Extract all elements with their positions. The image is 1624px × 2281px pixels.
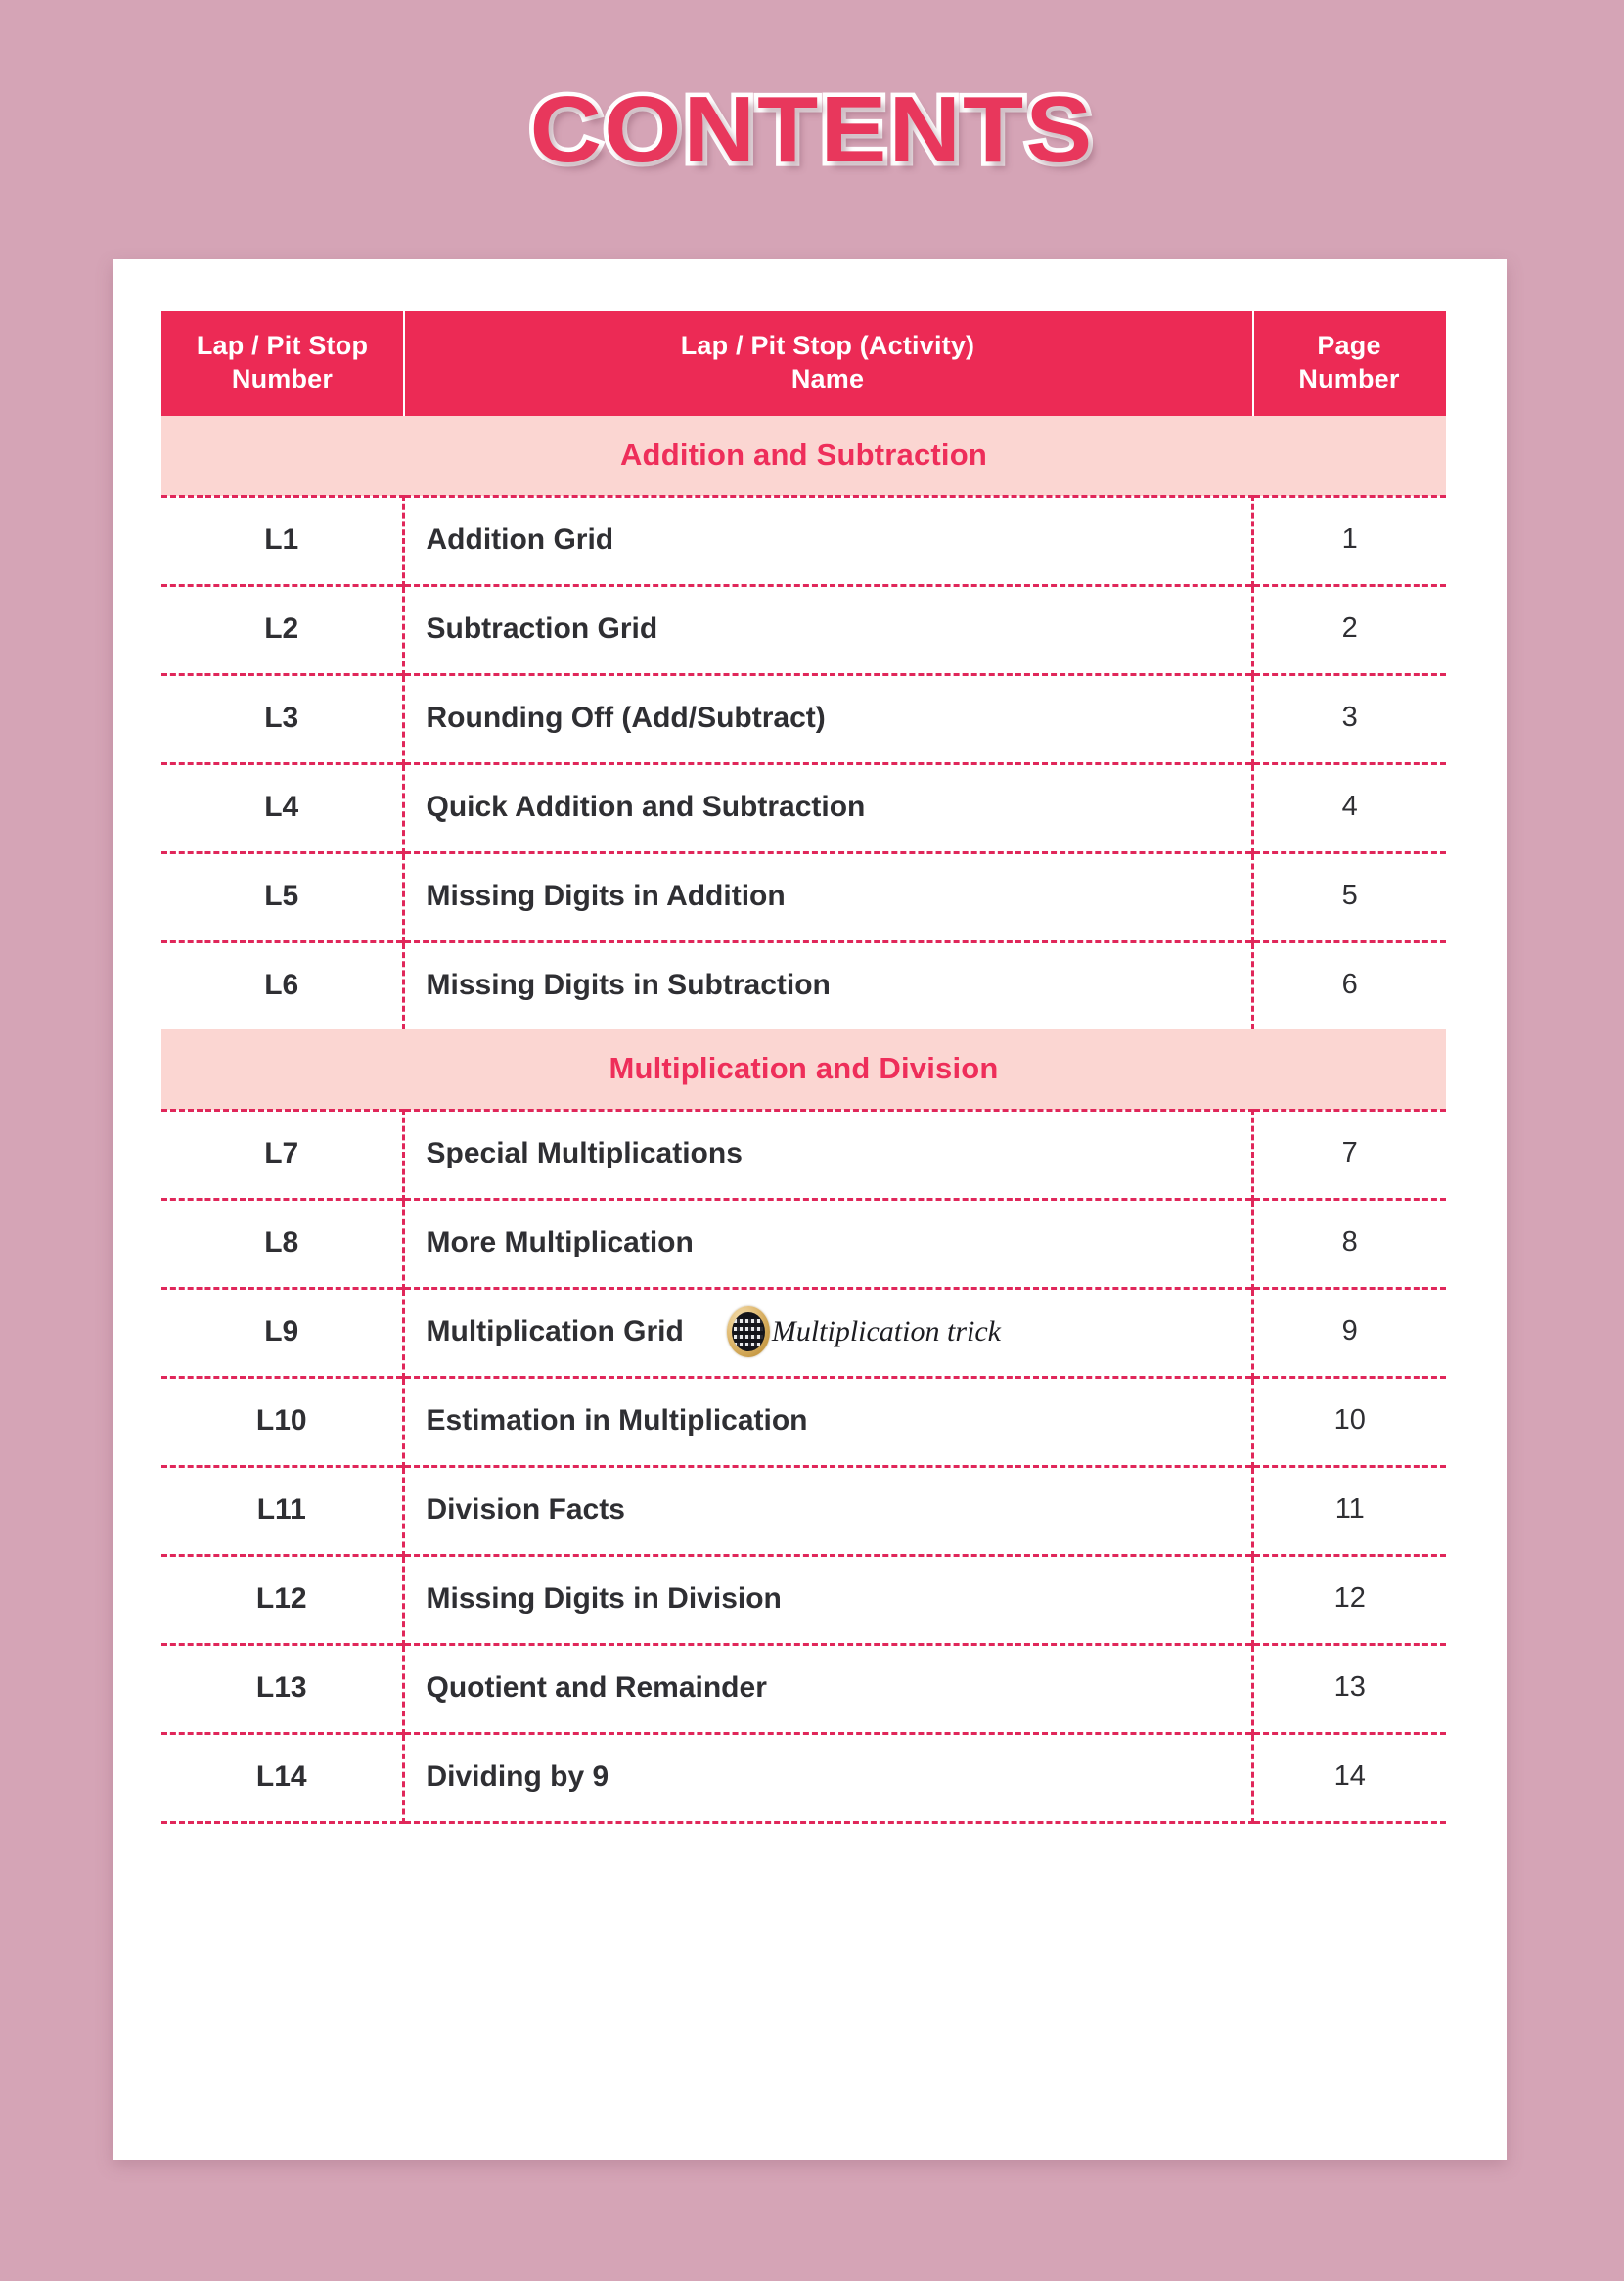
lap-number: L12 <box>161 1555 403 1644</box>
table-row[interactable] <box>161 763 1446 852</box>
lap-number: L7 <box>161 1110 403 1199</box>
activity-name: Missing Digits in Addition <box>403 852 1252 941</box>
lap-number: L10 <box>161 1377 403 1466</box>
activity-name: Addition Grid <box>403 496 1252 585</box>
header-activity-name-line2: Name <box>790 363 865 393</box>
table-row[interactable] <box>161 941 1446 1029</box>
activity-name: Quick Addition and Subtraction <box>403 763 1252 852</box>
table-row[interactable] <box>161 1555 1446 1644</box>
page-number: 3 <box>1252 674 1446 763</box>
table-row[interactable] <box>161 496 1446 585</box>
header-activity-name-line1: Lap / Pit Stop (Activity) <box>680 331 975 360</box>
section-title-addition-and-subtraction: Addition and Subtraction <box>161 416 1446 497</box>
activity-name: Division Facts <box>403 1466 1252 1555</box>
table-body <box>161 416 1446 1823</box>
activity-name: More Multiplication <box>403 1199 1252 1288</box>
table-header <box>161 311 1446 416</box>
lap-number: L13 <box>161 1644 403 1733</box>
contents-table <box>161 311 1446 1824</box>
lap-number: L2 <box>161 585 403 674</box>
abacus-icon <box>727 1306 770 1357</box>
multiplication-trick-label: Multiplication trick <box>771 1314 1001 1347</box>
activity-name: Rounding Off (Add/Subtract) <box>403 674 1252 763</box>
header-lap-number-line2: Number <box>231 363 334 393</box>
header-page-number-line1: Page <box>1317 331 1381 360</box>
lap-number: L14 <box>161 1733 403 1822</box>
activity-name: Multiplication Grid <box>426 1314 684 1347</box>
header-page-number <box>1252 311 1446 416</box>
activity-name: Subtraction Grid <box>403 585 1252 674</box>
page-number: 2 <box>1252 585 1446 674</box>
page-number: 14 <box>1252 1733 1446 1822</box>
page-number: 6 <box>1252 941 1446 1029</box>
page-number: 5 <box>1252 852 1446 941</box>
lap-number: L8 <box>161 1199 403 1288</box>
activity-name: Missing Digits in Division <box>403 1555 1252 1644</box>
lap-number: L11 <box>161 1466 403 1555</box>
page-number: 13 <box>1252 1644 1446 1733</box>
table-row[interactable] <box>161 1199 1446 1288</box>
table-row[interactable] <box>161 1466 1446 1555</box>
lap-number: L1 <box>161 496 403 585</box>
page-number: 4 <box>1252 763 1446 852</box>
activity-name: Quotient and Remainder <box>403 1644 1252 1733</box>
table-row[interactable] <box>161 1377 1446 1466</box>
section-header-row <box>161 416 1446 497</box>
header-activity-name <box>403 311 1252 416</box>
lap-number: L5 <box>161 852 403 941</box>
lap-number: L6 <box>161 941 403 1029</box>
lap-number: L9 <box>161 1288 403 1377</box>
activity-name: Special Multiplications <box>403 1110 1252 1199</box>
page-title-wrapper <box>0 76 1624 204</box>
table-row[interactable] <box>161 585 1446 674</box>
contents-card <box>113 259 1507 2160</box>
page-number: 11 <box>1252 1466 1446 1555</box>
page-number: 7 <box>1252 1110 1446 1199</box>
table-row[interactable] <box>161 852 1446 941</box>
multiplication-trick-badge <box>727 1306 1001 1357</box>
activity-name-cell <box>403 1288 1252 1377</box>
activity-name: Missing Digits in Subtraction <box>403 941 1252 1029</box>
lap-number: L4 <box>161 763 403 852</box>
header-page-number-line2: Number <box>1298 363 1400 393</box>
table-row[interactable] <box>161 1644 1446 1733</box>
activity-name: Estimation in Multiplication <box>403 1377 1252 1466</box>
header-lap-number <box>161 311 403 416</box>
page-number: 12 <box>1252 1555 1446 1644</box>
page-number: 10 <box>1252 1377 1446 1466</box>
page-title: CONTENTS <box>529 77 1095 182</box>
table-row[interactable] <box>161 1733 1446 1822</box>
page-number: 8 <box>1252 1199 1446 1288</box>
page-number: 1 <box>1252 496 1446 585</box>
table-row[interactable] <box>161 674 1446 763</box>
activity-name: Dividing by 9 <box>403 1733 1252 1822</box>
page-number: 9 <box>1252 1288 1446 1377</box>
table-row[interactable] <box>161 1110 1446 1199</box>
section-title-multiplication-and-division: Multiplication and Division <box>161 1029 1446 1111</box>
table-header-row <box>161 311 1446 416</box>
table-row[interactable] <box>161 1288 1446 1377</box>
lap-number: L3 <box>161 674 403 763</box>
header-lap-number-line1: Lap / Pit Stop <box>196 331 369 360</box>
section-header-row <box>161 1029 1446 1111</box>
